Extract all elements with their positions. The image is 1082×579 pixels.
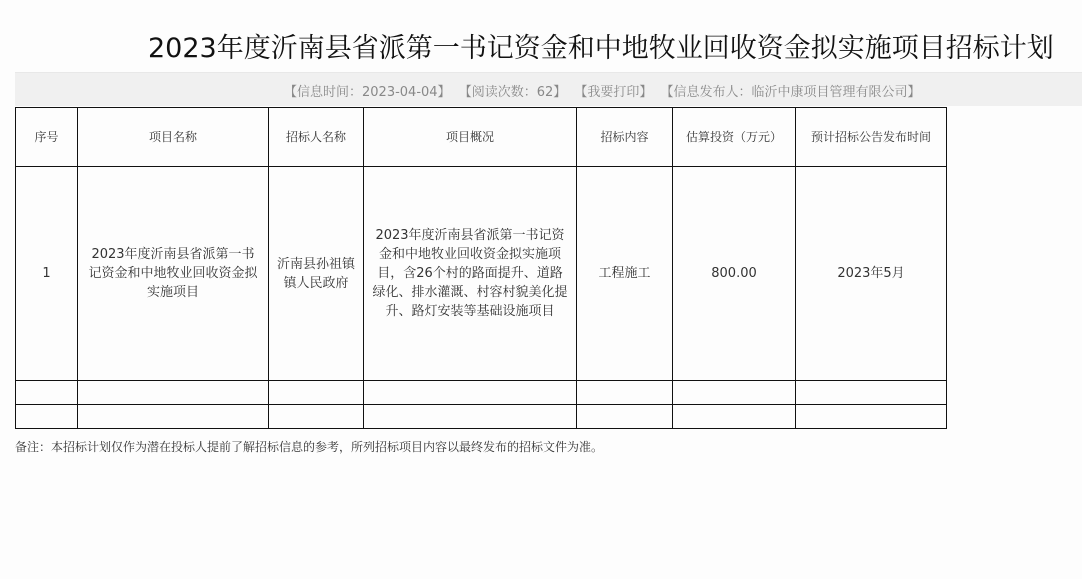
view-count: 【阅读次数：62】 [458, 85, 567, 100]
cell-overview: 2023年度沂南县省派第一书记资金和中地牧业回收资金拟实施项目，含26个村的路面提升、道路绿化、排水灌溉、村容村貌美化提升、路灯安装等基础设施项目 [364, 167, 577, 381]
empty-cell [364, 405, 577, 429]
table-row [16, 167, 947, 381]
empty-cell [16, 381, 78, 405]
cell-project-name: 2023年度沂南县省派第一书记资金和中地牧业回收资金拟实施项目 [78, 167, 269, 381]
empty-cell [796, 405, 947, 429]
header-content: 招标内容 [577, 108, 673, 167]
footnote: 备注：本招标计划仅作为潜在投标人提前了解招标信息的参考，所列招标项目内容以最终发布的招标文件为准。 [15, 440, 604, 454]
empty-cell [269, 405, 364, 429]
empty-row [16, 381, 947, 405]
header-investment: 估算投资（万元） [673, 108, 796, 167]
empty-cell [673, 381, 796, 405]
header-project-name: 项目名称 [78, 108, 269, 167]
header-seq: 序号 [16, 108, 78, 167]
page-title: 2023年度沂南县省派第一书记资金和中地牧业回收资金拟实施项目招标计划 [148, 33, 1054, 64]
empty-cell [577, 381, 673, 405]
header-overview: 项目概况 [364, 108, 577, 167]
tender-plan-table [15, 107, 947, 429]
print-link[interactable]: 【我要打印】 [574, 85, 653, 100]
empty-cell [16, 405, 78, 429]
info-time: 【信息时间：2023-04-04】 [284, 85, 451, 100]
info-meta [284, 81, 925, 100]
empty-cell [269, 381, 364, 405]
cell-seq: 1 [16, 167, 78, 381]
cell-investment: 800.00 [673, 167, 796, 381]
empty-cell [577, 405, 673, 429]
empty-cell [364, 381, 577, 405]
cell-content: 工程施工 [577, 167, 673, 381]
empty-row [16, 405, 947, 429]
header-announce-time: 预计招标公告发布时间 [796, 108, 947, 167]
cell-announce-time: 2023年5月 [796, 167, 947, 381]
header-tenderer: 招标人名称 [269, 108, 364, 167]
empty-cell [78, 381, 269, 405]
table-header-row [16, 108, 947, 167]
publisher: 【信息发布人：临沂中康项目管理有限公司】 [660, 85, 921, 100]
empty-cell [78, 405, 269, 429]
empty-cell [796, 381, 947, 405]
cell-tenderer: 沂南县孙祖镇镇人民政府 [269, 167, 364, 381]
empty-cell [673, 405, 796, 429]
